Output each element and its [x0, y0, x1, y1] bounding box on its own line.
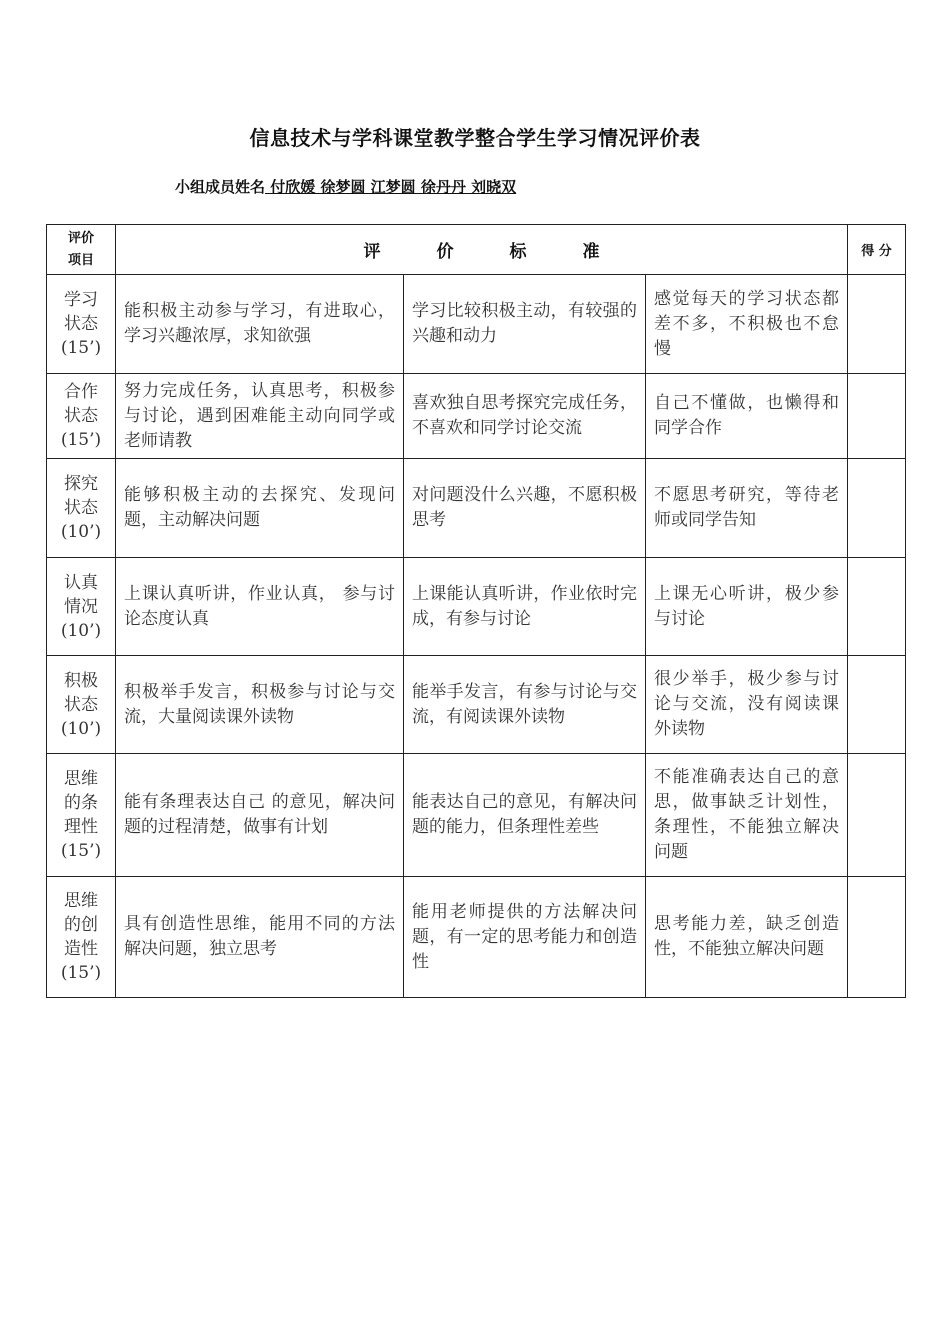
- item-line: (15’): [60, 963, 102, 983]
- table-header-row: [47, 225, 906, 275]
- criterion-excellent: 能有条理表达自己 的意见，解决问题的过程清楚，做事有计划: [116, 754, 404, 877]
- criterion-excellent: 努力完成任务，认真思考，积极参与讨论，遇到困难能主动向同学或老师请教: [116, 374, 404, 459]
- header-standard-char: 标: [509, 242, 527, 262]
- item-cell: [47, 656, 116, 754]
- header-item-line2: 项目: [67, 252, 94, 268]
- criterion-excellent: 积极举手发言，积极参与讨论与交流，大量阅读课外读物: [116, 656, 404, 754]
- header-item-cell: [47, 225, 116, 275]
- item-line: 的条: [64, 793, 98, 813]
- criterion-good: 对问题没什么兴趣，不愿积极思考: [404, 459, 646, 558]
- score-cell[interactable]: [848, 877, 906, 998]
- item-line: 思维: [64, 769, 98, 789]
- table-row: [47, 558, 906, 656]
- table-row: [47, 656, 906, 754]
- criterion-good: 能举手发言，有参与讨论与交流，有阅读课外读物: [404, 656, 646, 754]
- item-line: 学习: [64, 290, 98, 310]
- evaluation-table: [46, 224, 906, 998]
- criterion-poor: 不能准确表达自己的意思，做事缺乏计划性，条理性，不能独立解决问题: [646, 754, 848, 877]
- item-line: (15’): [60, 841, 102, 861]
- members-names: 付欣媛 徐梦圆 江梦圆 徐丹丹 刘晓双: [265, 178, 517, 196]
- members-label: 小组成员姓名: [175, 178, 266, 196]
- header-standard-char: 价: [436, 242, 454, 262]
- item-line: 状态: [64, 498, 98, 518]
- score-cell[interactable]: [848, 374, 906, 459]
- criterion-excellent: 上课认真听讲，作业认真， 参与讨论态度认真: [116, 558, 404, 656]
- criterion-good: 上课能认真听讲，作业依时完成，有参与讨论: [404, 558, 646, 656]
- item-line: (15’): [60, 338, 102, 358]
- item-cell: [47, 275, 116, 374]
- criterion-poor: 思考能力差，缺乏创造性，不能独立解决问题: [646, 877, 848, 998]
- group-members-line: [175, 176, 516, 197]
- criterion-good: 学习比较积极主动，有较强的兴趣和动力: [404, 275, 646, 374]
- item-line: (15’): [60, 430, 102, 450]
- header-score-cell: 得 分: [848, 225, 906, 275]
- item-cell: [47, 459, 116, 558]
- header-standard-cell: [116, 225, 848, 275]
- header-standard-char: 评: [363, 242, 381, 262]
- header-standard-char: 准: [582, 242, 600, 262]
- item-cell: [47, 877, 116, 998]
- item-line: 情况: [64, 596, 98, 617]
- criterion-good: 喜欢独自思考探究完成任务，不喜欢和同学讨论交流: [404, 374, 646, 459]
- table-row: [47, 459, 906, 558]
- item-line: 状态: [64, 406, 98, 426]
- criterion-poor: 上课无心听讲，极少参与讨论: [646, 558, 848, 656]
- item-line: (10’): [60, 718, 102, 739]
- item-line: (10’): [60, 522, 102, 542]
- criterion-poor: 自己不懂做，也懒得和同学合作: [646, 374, 848, 459]
- item-line: 认真: [64, 572, 98, 593]
- item-line: 探究: [64, 474, 98, 494]
- criterion-poor: 感觉每天的学习状态都差不多，不积极也不怠慢: [646, 275, 848, 374]
- table-row: [47, 754, 906, 877]
- item-line: 造性: [64, 939, 98, 959]
- item-line: 积极: [64, 670, 98, 691]
- criterion-excellent: 具有创造性思维，能用不同的方法解决问题，独立思考: [116, 877, 404, 998]
- criterion-good: 能用老师提供的方法解决问题，有一定的思考能力和创造性: [404, 877, 646, 998]
- item-line: 合作: [64, 382, 98, 402]
- table-row: [47, 374, 906, 459]
- item-line: 理性: [64, 817, 98, 837]
- criterion-good: 能表达自己的意见，有解决问题的能力，但条理性差些: [404, 754, 646, 877]
- item-cell: [47, 374, 116, 459]
- item-cell: [47, 558, 116, 656]
- table-row: [47, 877, 906, 998]
- score-cell[interactable]: [848, 656, 906, 754]
- criterion-poor: 不愿思考研究，等待老师或同学告知: [646, 459, 848, 558]
- score-cell[interactable]: [848, 275, 906, 374]
- score-cell[interactable]: [848, 459, 906, 558]
- table-row: [47, 275, 906, 374]
- score-cell[interactable]: [848, 754, 906, 877]
- item-line: 思维: [64, 891, 98, 911]
- item-line: (10’): [60, 620, 102, 641]
- item-line: 的创: [64, 915, 98, 935]
- item-line: 状态: [64, 314, 98, 334]
- criterion-poor: 很少举手，极少参与讨论与交流，没有阅读课外读物: [646, 656, 848, 754]
- page-title: 信息技术与学科课堂教学整合学生学习情况评价表: [249, 126, 701, 150]
- criterion-excellent: 能够积极主动的去探究、发现问题，主动解决问题: [116, 459, 404, 558]
- score-cell[interactable]: [848, 558, 906, 656]
- item-line: 状态: [64, 694, 98, 715]
- header-item-line1: 评价: [67, 230, 94, 246]
- criterion-excellent: 能积极主动参与学习，有进取心，学习兴趣浓厚，求知欲强: [116, 275, 404, 374]
- item-cell: [47, 754, 116, 877]
